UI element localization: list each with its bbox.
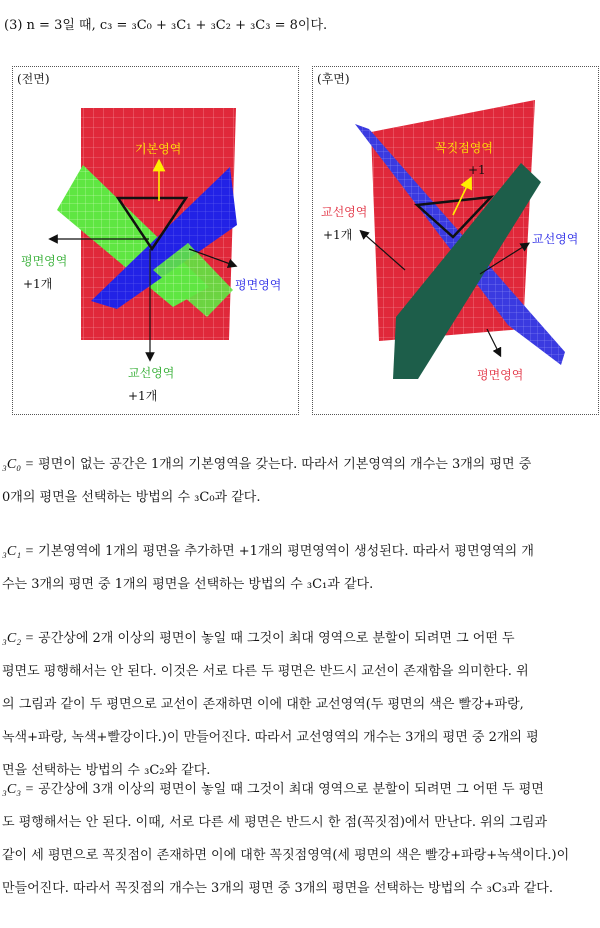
combination-symbol: ₃C₁ = (2, 544, 35, 559)
back-view-figure (313, 67, 599, 415)
paragraph-line: 평면도 평행해서는 안 된다. 이것은 서로 다른 두 평면은 반드시 교선이 존재함을 의미한다. 위 (2, 664, 529, 679)
label-cross-count: +1개 (128, 389, 158, 403)
intro-equation: (3) n = 3일 때, c₃ = ₃C₀ + ₃C₁ + ₃C₂ + ₃C₃ = 8이다. (4, 18, 328, 33)
paragraph-line: 면을 선택하는 방법의 수 ₃C₂와 같다. (2, 763, 211, 778)
paragraph-line: 녹색+파랑, 녹색+빨강이다.)이 만들어진다. 따라서 교선영역의 개수는 3개의 평면 중 2개의 평 (2, 730, 539, 745)
back-view-title: (후면) (317, 72, 350, 86)
paragraph-line: 0개의 평면을 선택하는 방법의 수 ₃C₀과 같다. (2, 490, 261, 505)
paragraph-line: 만들어진다. 따라서 꼭짓점의 개수는 3개의 평면 중 3개의 평면을 선택하는 방법의 수 ₃C₃과 같다. (2, 881, 553, 896)
label-basic-region: 기본영역 (135, 142, 182, 156)
label-plane-region-back: 평면영역 (477, 368, 524, 382)
label-plane-region: 평면영역 (21, 254, 68, 268)
label-cross-region-blue: 교선영역 (532, 232, 579, 246)
paragraph-line: ₃C₃ = 공간상에 3개 이상의 평면이 놓일 때 그것이 최대 영역으로 분할이 되려면 그 어떤 두 평면 (2, 782, 544, 797)
front-view-figure (13, 67, 299, 415)
paragraph-line: ₃C₀ = 평면이 없는 공간은 1개의 기본영역을 갖는다. 따라서 기본영역의 개수는 3개의 평면 중 (2, 457, 532, 472)
paragraph-line: 수는 3개의 평면 중 1개의 평면을 선택하는 방법의 수 ₃C₁과 같다. (2, 577, 374, 592)
front-view-panel (12, 66, 299, 415)
paragraph-c0 (2, 448, 598, 514)
paragraph-line: ₃C₁ = 기본영역에 1개의 평면을 추가하면 +1개의 평면영역이 생성된다. 따라서 평면영역의 개 (2, 544, 534, 559)
combination-symbol: ₃C₀ = (2, 457, 35, 472)
combination-symbol: ₃C₃ = (2, 782, 35, 797)
front-view-title: (전면) (17, 72, 50, 86)
label-vertex-count: +1 (468, 163, 486, 177)
paragraph-line: 같이 세 평면으로 꼭짓점이 존재하면 이에 대한 꼭짓점영역(세 평면의 색은 빨강+파랑+녹색이다.)이 (2, 848, 570, 863)
combination-symbol: ₃C₂ = (2, 631, 35, 646)
label-cross-count-back: +1개 (323, 228, 353, 242)
label-vertex-region: 꼭짓점영역 (435, 141, 493, 155)
paragraph-line: 의 그림과 같이 두 평면으로 교선이 존재하면 이에 대한 교선영역(두 평면의 색은 빨강+파랑, (2, 697, 524, 712)
label-plane-count: +1개 (23, 277, 53, 291)
label-cross-region: 교선영역 (128, 366, 175, 380)
paragraph-c2 (2, 622, 598, 787)
paragraph-c1 (2, 535, 598, 601)
paragraph-line: 도 평행해서는 안 된다. 이때, 서로 다른 세 평면은 반드시 한 점(꼭짓점)에서 만난다. 위의 그림과 (2, 815, 548, 830)
label-plane-region-blue: 평면영역 (235, 278, 282, 292)
paragraph-line: ₃C₂ = 공간상에 2개 이상의 평면이 놓일 때 그것이 최대 영역으로 분할이 되려면 그 어떤 두 (2, 631, 515, 646)
back-view-panel (312, 66, 599, 415)
paragraph-c3 (2, 773, 598, 905)
label-cross-region-back: 교선영역 (321, 205, 368, 219)
